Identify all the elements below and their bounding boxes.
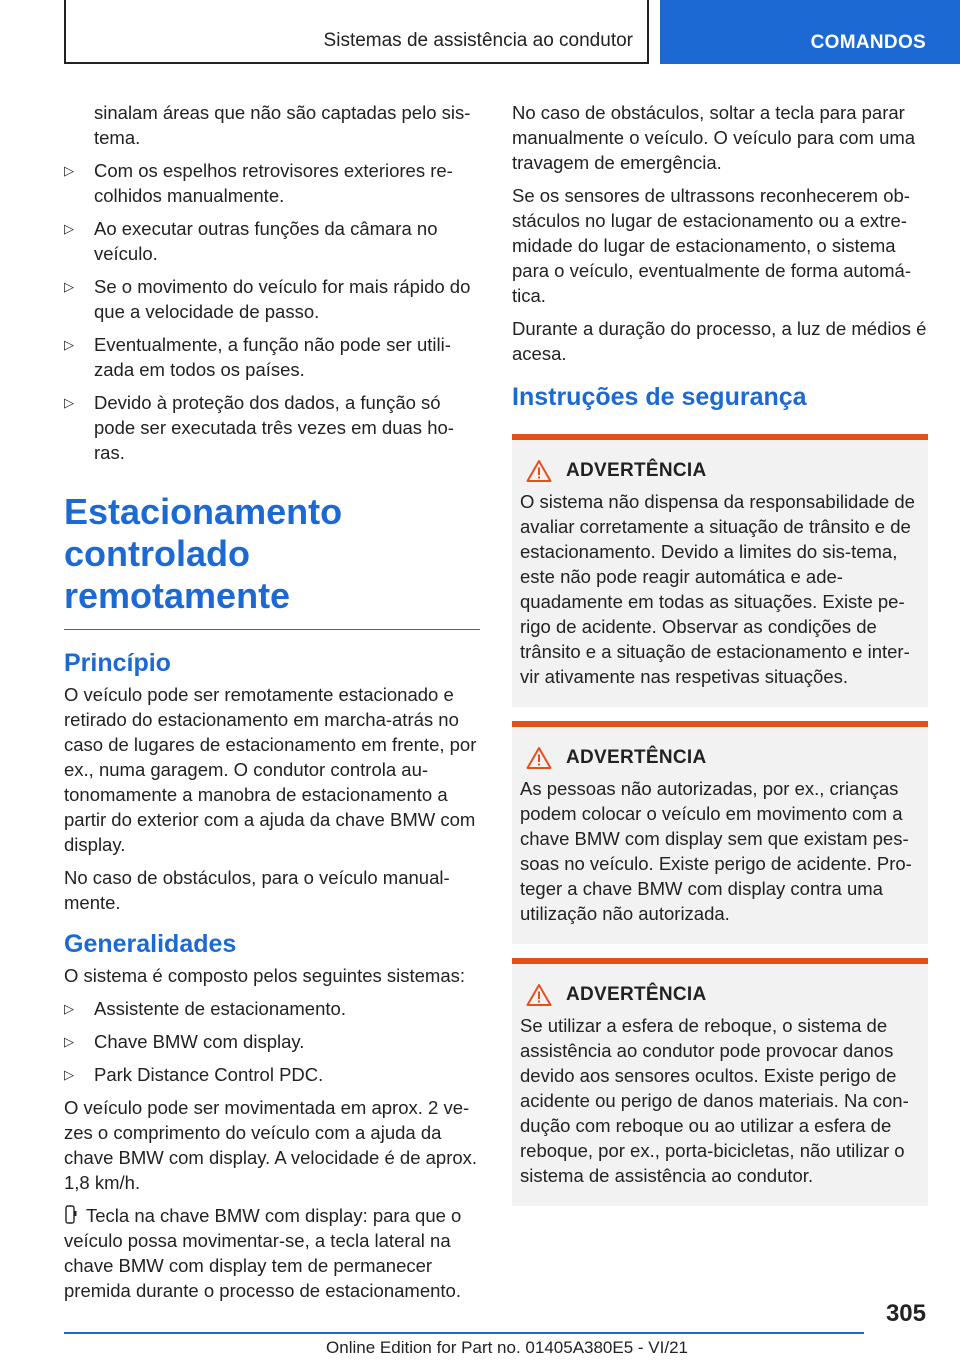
general-intro: O sistema é composto pelos seguintes sistemas:	[64, 965, 466, 986]
right-column	[512, 100, 928, 1220]
footer-divider	[64, 1332, 864, 1334]
footer-edition: Online Edition for Part no. 01405A380E5 - VI/21	[326, 1338, 688, 1357]
warning-triangle-icon	[526, 746, 552, 770]
triangle-bullet-icon: ▷	[64, 163, 74, 178]
triangle-bullet-icon: ▷	[64, 221, 74, 236]
sensor-paragraph: Se os sensores de ultrassons reconhecerem ob-stáculos no lugar de estacionamento ou a extre-midade do lugar de estacionamento, o sistema para o veículo, eventualmente de forma automá-tica.	[512, 185, 912, 306]
general-heading: Generalidades	[64, 930, 237, 958]
warning-title: ADVERTÊNCIA	[566, 747, 707, 768]
header-chapter-tab	[660, 0, 960, 64]
warning-box	[512, 721, 928, 944]
header-section-title	[64, 0, 649, 64]
warning-text: Se utilizar a esfera de reboque, o sistema de assistência ao condutor pode provocar danos devido aos sensores ocultos. Existe perigo de acidente ou perigo de danos materiais. Na con-dução com reboque ou ao utilizar a esfera de reboque, por ex., porta-bicicletas, não utilizar o sistema de assistência ao condutor.	[520, 1015, 909, 1186]
list-item: ▷ Ao executar outras funções da câmara no veículo.	[64, 218, 438, 264]
warning-box	[512, 958, 928, 1206]
triangle-bullet-icon: ▷	[64, 279, 74, 294]
warning-text: As pessoas não autorizadas, por ex., crianças podem colocar o veículo em movimento com a chave BMW com display sem que existam pes-soas no veículo. Existe perigo de acidente. Pro-teger a chave BMW com display contra uma utilização não autorizada.	[520, 778, 912, 924]
warning-text: O sistema não dispensa da responsabilidade de avaliar corretamente a situação de trânsito e de estacionamento. Devido a limites do sis-tema, este não pode reagir automática e ade-quadamente em todas as situações. Existe pe-rigo de acidente. Observar as condições de trânsito e a situação de estacionamento e inter-vir ativamente nas respetivas situações.	[520, 491, 915, 687]
section-heading: Estacionamento controlado remotamente	[64, 491, 480, 630]
chapter-title-text: COMANDOS	[810, 32, 926, 53]
obstacle-paragraph: No caso de obstáculos, soltar a tecla para parar manualmente o veículo. O veículo para com uma travagem de emergência.	[512, 102, 916, 173]
list-item: ▷ Park Distance Control PDC.	[64, 1064, 324, 1085]
section-title-text: Sistemas de assistência ao condutor	[323, 30, 633, 51]
triangle-bullet-icon: ▷	[64, 1034, 74, 1049]
conditions-list	[64, 158, 480, 465]
triangle-bullet-icon: ▷	[64, 337, 74, 352]
page-number: 305	[885, 1300, 926, 1327]
list-item: ▷ Assistente de estacionamento.	[64, 998, 346, 1019]
list-item: ▷ Chave BMW com display.	[64, 1031, 305, 1052]
warning-triangle-icon	[526, 459, 552, 483]
list-item: ▷ Com os espelhos retrovisores exteriores re-colhidos manualmente.	[64, 160, 453, 206]
general-paragraph: O veículo pode ser movimentada em aprox. 2 ve-zes o comprimento do veículo com a ajuda da chave BMW com display. A velocidade é de aprox. 1,8 km/h.	[64, 1097, 478, 1193]
list-item: ▷ Se o movimento do veículo for mais rápido do que a velocidade de passo.	[64, 276, 471, 322]
warning-title: ADVERTÊNCIA	[566, 984, 707, 1005]
list-item: ▷ Devido à proteção dos dados, a função só pode ser executada três vezes em duas ho-ras.	[64, 392, 454, 463]
list-item-continuation: sinalam áreas que não são captadas pelo sis-tema.	[94, 102, 471, 148]
key-button-icon	[64, 1205, 78, 1225]
warning-triangle-icon	[526, 983, 552, 1007]
principle-heading: Princípio	[64, 649, 171, 677]
list-item: ▷ Eventualmente, a função não pode ser utili-zada em todos os países.	[64, 334, 451, 380]
components-list	[64, 996, 480, 1087]
warning-title: ADVERTÊNCIA	[566, 460, 707, 481]
warning-box	[512, 434, 928, 707]
safety-heading: Instruções de segurança	[512, 383, 807, 411]
left-column	[64, 100, 480, 1311]
key-paragraph: Tecla na chave BMW com display: para que o veículo possa movimentar-se, a tecla lateral na chave BMW com display tem de permanecer premida durante o processo de estacionamento.	[64, 1205, 462, 1301]
triangle-bullet-icon: ▷	[64, 1067, 74, 1082]
lights-paragraph: Durante a duração do processo, a luz de médios é acesa.	[512, 318, 927, 364]
triangle-bullet-icon: ▷	[64, 1001, 74, 1016]
principle-paragraph: O veículo pode ser remotamente estacionado e retirado do estacionamento em marcha-atrás no caso de lugares de estacionamento em frente, por ex., numa garagem. O condutor controla au-tonomamente a manobra de estacionamento a partir do exterior com a ajuda da chave BMW com display.	[64, 684, 477, 855]
principle-paragraph: No caso de obstáculos, para o veículo manual-mente.	[64, 867, 450, 913]
triangle-bullet-icon: ▷	[64, 395, 74, 410]
